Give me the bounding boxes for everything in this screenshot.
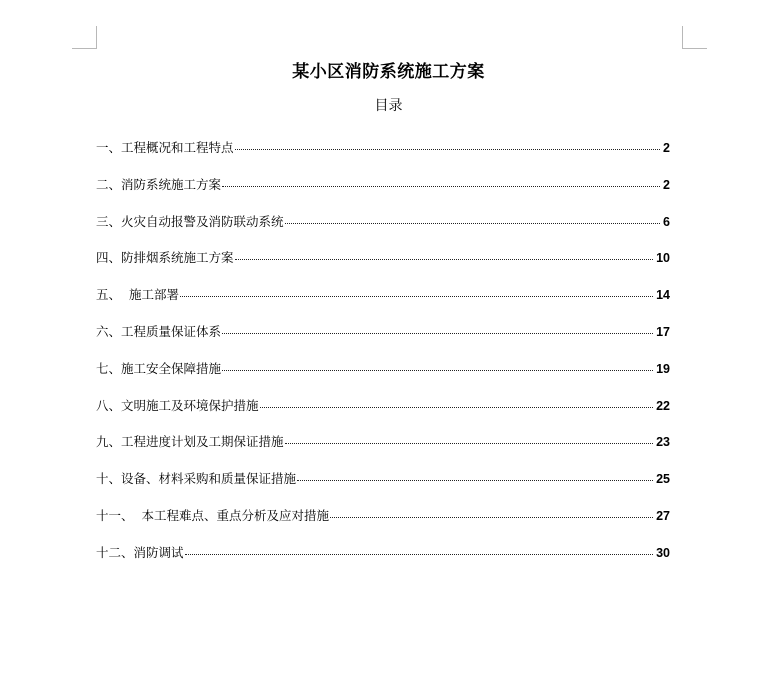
toc-entry-page: 14: [656, 288, 670, 303]
toc-entry-label: 四、防排烟系统施工方案: [96, 250, 234, 266]
toc-entry-page: 22: [656, 398, 670, 413]
toc-entry-label: 五、 施工部署: [96, 287, 179, 303]
toc-heading: 目录: [374, 98, 403, 114]
toc-entry-label: 十二、消防调试: [96, 544, 184, 560]
toc-dot-leader: [235, 149, 661, 150]
toc-entry-page: 19: [656, 361, 670, 376]
toc-entry-label: 二、消防系统施工方案: [96, 176, 222, 192]
toc-dot-leader: [222, 333, 653, 334]
document-title: 某小区消防系统施工方案: [292, 62, 485, 82]
toc-dot-leader: [222, 370, 653, 371]
toc-entry[interactable]: [96, 469, 670, 506]
toc-entry-label: 六、工程质量保证体系: [96, 323, 222, 339]
toc-entry[interactable]: [96, 506, 670, 543]
toc-entry-page: 23: [656, 435, 670, 450]
toc-entry-page: 27: [656, 508, 670, 523]
toc-dot-leader: [285, 443, 654, 444]
toc-dot-leader: [222, 186, 660, 187]
toc-entry-page: 30: [656, 545, 670, 560]
toc-entry-label: 九、工程进度计划及工期保证措施: [96, 434, 284, 450]
toc-entry[interactable]: [96, 396, 670, 433]
toc-entry-label: 八、文明施工及环境保护措施: [96, 397, 259, 413]
toc-entry-label: 一、工程概况和工程特点: [96, 140, 234, 155]
table-of-contents: [96, 138, 670, 580]
toc-entry[interactable]: [96, 212, 670, 249]
toc-dot-leader: [180, 296, 653, 297]
toc-entry[interactable]: [96, 175, 670, 212]
toc-entry[interactable]: [96, 285, 670, 322]
toc-entry[interactable]: [96, 248, 670, 285]
margin-corner-top-right: [682, 26, 707, 49]
toc-entry-label: 十一、 本工程难点、重点分析及应对措施: [96, 507, 329, 523]
toc-dot-leader: [260, 407, 654, 408]
toc-entry-page: 2: [663, 141, 670, 155]
toc-entry-page: 2: [663, 177, 670, 192]
toc-entry-label: 七、施工安全保障措施: [96, 360, 222, 376]
toc-entry-page: 25: [656, 472, 670, 487]
toc-dot-leader: [297, 480, 653, 481]
toc-entry[interactable]: [96, 432, 670, 469]
toc-entry[interactable]: [96, 359, 670, 396]
toc-entry[interactable]: [96, 138, 670, 175]
toc-dot-leader: [330, 517, 653, 518]
toc-entry-page: 6: [663, 214, 670, 229]
toc-entry-label: 十、设备、材料采购和质量保证措施: [96, 471, 297, 487]
toc-dot-leader: [185, 554, 654, 555]
toc-entry-page: 10: [656, 251, 670, 266]
toc-dot-leader: [235, 259, 654, 260]
toc-dot-leader: [285, 223, 661, 224]
toc-entry[interactable]: [96, 543, 670, 580]
margin-corner-top-left: [72, 26, 97, 49]
toc-entry[interactable]: [96, 322, 670, 359]
toc-entry-label: 三、火灾自动报警及消防联动系统: [96, 213, 284, 229]
toc-entry-page: 17: [656, 324, 670, 339]
